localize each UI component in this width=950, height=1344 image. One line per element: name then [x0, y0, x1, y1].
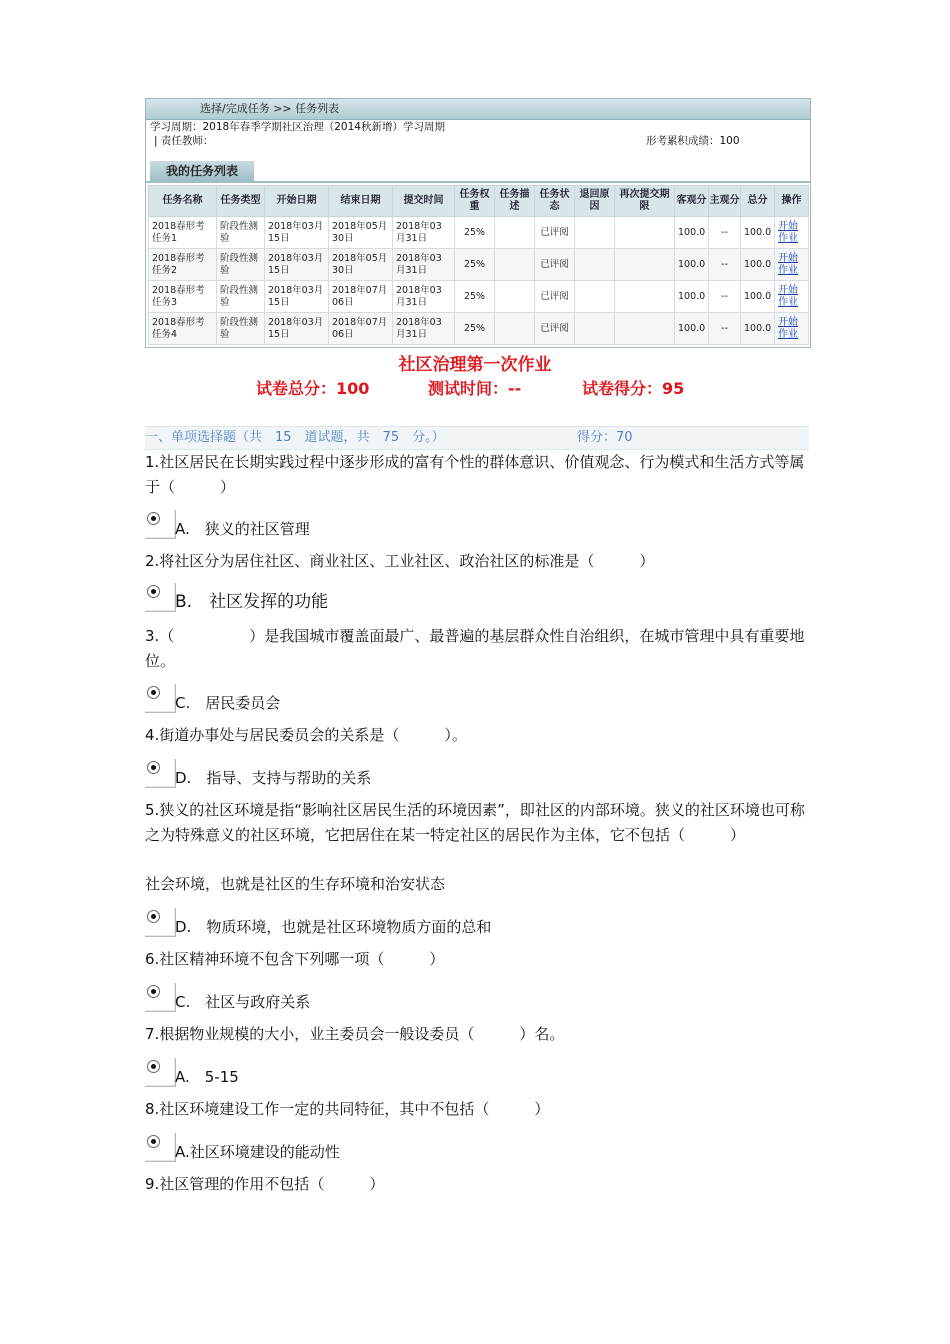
question-5: 5.狭义的社区环境是指“影响社区居民生活的环境因素”，即社区的内部环境。狭义的社区环境也可称之为特殊意义的社区环境，它把居住在某一特定社区的居民作为主体，它不包括（ ） — [145, 801, 805, 844]
table-row — [149, 217, 809, 249]
teacher-row — [146, 134, 810, 148]
question-8: 8.社区环境建设工作一定的共同特征，其中不包括（ ） — [145, 1100, 550, 1118]
radio-button[interactable] — [145, 908, 176, 937]
answer-label: B. 社区发挥的功能 — [175, 592, 329, 612]
cell-submit: 2018年03月31日 — [393, 217, 455, 249]
col-header: 任务名称 — [149, 186, 217, 217]
question-9: 9.社区管理的作用不包括（ ） — [145, 1175, 385, 1193]
start-homework-link[interactable]: 开始作业 — [778, 252, 798, 276]
start-homework-link[interactable]: 开始作业 — [778, 220, 798, 244]
col-header: 任务描述 — [495, 186, 535, 217]
question-6: 6.社区精神环境不包含下列哪一项（ ） — [145, 950, 445, 968]
cell-name: 2018春形考任务3 — [149, 281, 217, 313]
answer-label: D. 指导、支持与帮助的关系 — [175, 769, 372, 787]
radio-selected-icon — [147, 1135, 160, 1148]
cell-action — [775, 313, 809, 345]
section-header — [145, 426, 809, 450]
radio-button[interactable] — [145, 1133, 176, 1162]
col-header: 总分 — [741, 186, 775, 217]
col-header: 客观分 — [675, 186, 709, 217]
answer-label: A.社区环境建设的能动性 — [175, 1143, 340, 1161]
radio-button[interactable] — [145, 684, 176, 713]
table-row — [149, 249, 809, 281]
answer-label: A. 5-15 — [175, 1068, 239, 1086]
tab-my-tasks[interactable]: 我的任务列表 — [150, 161, 254, 181]
cell-weight: 25% — [455, 281, 495, 313]
cell-weight: 25% — [455, 249, 495, 281]
col-header: 主观分 — [709, 186, 741, 217]
radio-selected-icon — [147, 585, 160, 598]
section-title: 一、单项选择题（共 15 道试题，共 75 分。） — [145, 430, 445, 445]
cell-action — [775, 281, 809, 313]
table-row — [149, 281, 809, 313]
cell-total: 100.0 — [741, 217, 775, 249]
cell-end: 2018年05月30日 — [329, 249, 393, 281]
answer-label: C. 居民委员会 — [175, 694, 281, 712]
cell-objective: 100.0 — [675, 217, 709, 249]
cell-name: 2018春形考任务2 — [149, 249, 217, 281]
cell-deadline — [615, 249, 675, 281]
tab-divider — [146, 181, 810, 183]
cell-submit: 2018年03月31日 — [393, 281, 455, 313]
cell-start: 2018年03月15日 — [265, 313, 329, 345]
cell-weight: 25% — [455, 313, 495, 345]
cell-subjective: -- — [709, 281, 741, 313]
cell-type: 阶段性测验 — [217, 281, 265, 313]
radio-button[interactable] — [145, 1058, 176, 1087]
col-header: 任务状态 — [535, 186, 575, 217]
cell-subjective: -- — [709, 217, 741, 249]
cell-start: 2018年03月15日 — [265, 217, 329, 249]
cell-desc — [495, 281, 535, 313]
cell-desc — [495, 249, 535, 281]
col-header: 退回原因 — [575, 186, 615, 217]
exam-title: 社区治理第一次作业 — [398, 355, 552, 375]
cell-start: 2018年03月15日 — [265, 249, 329, 281]
radio-selected-icon — [147, 512, 160, 525]
radio-button[interactable] — [145, 583, 176, 612]
cell-type: 阶段性测验 — [217, 249, 265, 281]
cell-end: 2018年05月30日 — [329, 217, 393, 249]
teacher-label: | 责任教师： — [154, 135, 214, 147]
cell-end: 2018年07月06日 — [329, 281, 393, 313]
radio-selected-icon — [147, 985, 160, 998]
task-panel — [145, 98, 811, 348]
cell-status: 已评阅 — [535, 217, 575, 249]
radio-selected-icon — [147, 686, 160, 699]
cell-submit: 2018年03月31日 — [393, 249, 455, 281]
radio-button[interactable] — [145, 510, 176, 539]
cell-submit: 2018年03月31日 — [393, 313, 455, 345]
start-homework-link[interactable]: 开始作业 — [778, 284, 798, 308]
start-homework-link[interactable]: 开始作业 — [778, 316, 798, 340]
cell-reason — [575, 313, 615, 345]
cell-end: 2018年07月06日 — [329, 313, 393, 345]
cell-objective: 100.0 — [675, 313, 709, 345]
col-header: 操作 — [775, 186, 809, 217]
question-3: 3.（ ）是我国城市覆盖面最广、最普遍的基层群众性自治组织，在城市管理中具有重要地位。 — [145, 627, 805, 670]
cell-name: 2018春形考任务4 — [149, 313, 217, 345]
col-header: 结束日期 — [329, 186, 393, 217]
study-period: 学习周期：2018年春季学期社区治理（2014秋新增）学习周期 — [150, 121, 445, 133]
exam-test-time: 测试时间：-- — [428, 379, 522, 398]
cell-weight: 25% — [455, 217, 495, 249]
cumulative-score: 形考累积成绩：100 — [646, 135, 740, 147]
cell-total: 100.0 — [741, 281, 775, 313]
table-row — [149, 313, 809, 345]
radio-selected-icon — [147, 910, 160, 923]
cell-objective: 100.0 — [675, 281, 709, 313]
cell-total: 100.0 — [741, 249, 775, 281]
radio-selected-icon — [147, 1060, 160, 1073]
radio-selected-icon — [147, 761, 160, 774]
question-4: 4.街道办事处与居民委员会的关系是（ ）。 — [145, 726, 467, 744]
radio-button[interactable] — [145, 983, 176, 1012]
cell-subjective: -- — [709, 313, 741, 345]
answer-label: D. 物质环境，也就是社区环境物质方面的总和 — [175, 918, 492, 936]
task-table — [148, 185, 809, 345]
cell-desc — [495, 217, 535, 249]
col-header: 任务权重 — [455, 186, 495, 217]
cell-start: 2018年03月15日 — [265, 281, 329, 313]
question-5-extra: 社会环境，也就是社区的生存环境和治安状态 — [145, 875, 446, 893]
question-1: 1.社区居民在长期实践过程中逐步形成的富有个性的群体意识、价值观念、行为模式和生活方式等属于（ ） — [145, 453, 805, 496]
answer-label: A. 狭义的社区管理 — [175, 520, 310, 538]
breadcrumb: 选择/完成任务 >> 任务列表 — [146, 99, 810, 120]
exam-total-score: 试卷总分：100 — [256, 379, 370, 398]
col-header: 提交时间 — [393, 186, 455, 217]
cell-deadline — [615, 217, 675, 249]
cell-action — [775, 249, 809, 281]
cell-desc — [495, 313, 535, 345]
cell-name: 2018春形考任务1 — [149, 217, 217, 249]
exam-got-score: 试卷得分：95 — [582, 379, 685, 398]
cell-deadline — [615, 281, 675, 313]
col-header: 开始日期 — [265, 186, 329, 217]
radio-button[interactable] — [145, 759, 176, 788]
col-header: 任务类型 — [217, 186, 265, 217]
cell-type: 阶段性测验 — [217, 313, 265, 345]
section-score: 得分：70 — [577, 430, 633, 445]
cell-status: 已评阅 — [535, 249, 575, 281]
cell-subjective: -- — [709, 249, 741, 281]
cell-deadline — [615, 313, 675, 345]
cell-reason — [575, 249, 615, 281]
cell-reason — [575, 281, 615, 313]
answer-label: C. 社区与政府关系 — [175, 993, 311, 1011]
cell-objective: 100.0 — [675, 249, 709, 281]
cell-status: 已评阅 — [535, 313, 575, 345]
cell-type: 阶段性测验 — [217, 217, 265, 249]
cell-action — [775, 217, 809, 249]
question-2: 2.将社区分为居住社区、商业社区、工业社区、政治社区的标准是（ ） — [145, 552, 655, 570]
cell-reason — [575, 217, 615, 249]
cell-status: 已评阅 — [535, 281, 575, 313]
col-header: 再次提交期限 — [615, 186, 675, 217]
table-header-row — [149, 186, 809, 217]
cell-total: 100.0 — [741, 313, 775, 345]
question-7: 7.根据物业规模的大小，业主委员会一般设委员（ ）名。 — [145, 1025, 565, 1043]
